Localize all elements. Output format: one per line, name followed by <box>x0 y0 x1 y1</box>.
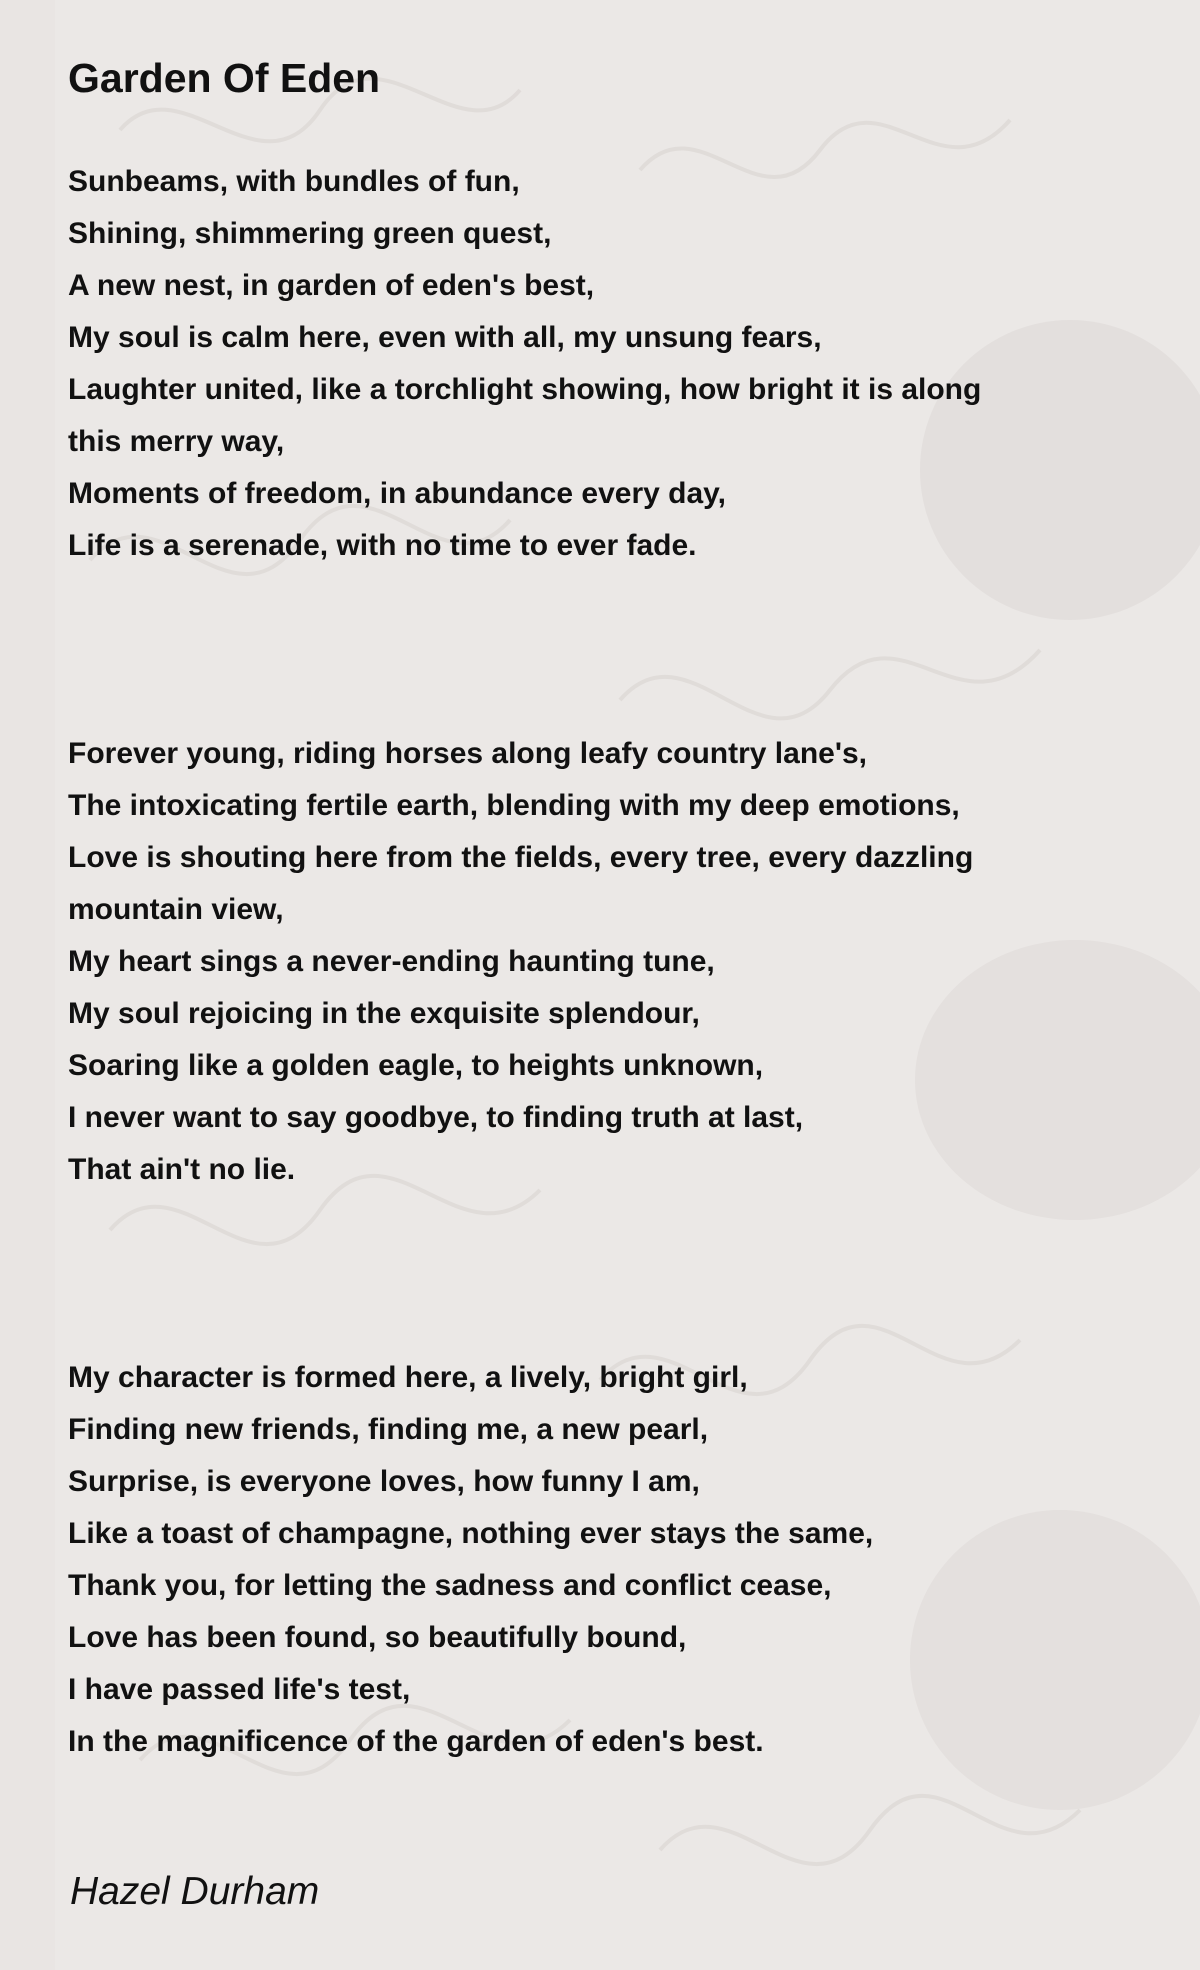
poem-line: Moments of freedom, in abundance every day, <box>68 477 726 510</box>
poem-line: Surprise, is everyone loves, how funny I am, <box>68 1465 700 1498</box>
poem-line: mountain view, <box>68 893 284 926</box>
poem-line: Life is a serenade, with no time to ever fade. <box>68 529 697 562</box>
poem-line: I have passed life's test, <box>68 1673 411 1706</box>
poem-line: The intoxicating fertile earth, blending with my deep emotions, <box>68 789 960 822</box>
poem-line: Shining, shimmering green quest, <box>68 217 552 250</box>
poem-line: Love is shouting here from the fields, every tree, every dazzling <box>68 841 974 874</box>
poem-line: That ain't no lie. <box>68 1153 296 1186</box>
poem <box>68 50 1148 1768</box>
poem-line: I never want to say goodbye, to finding truth at last, <box>68 1101 804 1134</box>
poem-line: Sunbeams, with bundles of fun, <box>68 165 520 198</box>
poem-line: Finding new friends, finding me, a new pearl, <box>68 1413 709 1446</box>
poem-line: Thank you, for letting the sadness and conflict cease, <box>68 1569 832 1602</box>
poem-line: My character is formed here, a lively, bright girl, <box>68 1361 748 1394</box>
poem-line: Soaring like a golden eagle, to heights unknown, <box>68 1049 764 1082</box>
poem-line: My soul rejoicing in the exquisite splendour, <box>68 997 700 1030</box>
poem-line: My soul is calm here, even with all, my unsung fears, <box>68 321 822 354</box>
poem-title: Garden Of Eden <box>68 55 381 101</box>
poem-line: Love has been found, so beautifully bound, <box>68 1621 687 1654</box>
poem-line: this merry way, <box>68 425 285 458</box>
stanza-3 <box>68 1352 1148 1768</box>
poem-author: Hazel Durham <box>70 1870 320 1913</box>
poem-line: Like a toast of champagne, nothing ever stays the same, <box>68 1517 874 1550</box>
poem-line: In the magnificence of the garden of eden's best. <box>68 1725 764 1758</box>
stanza-2 <box>68 728 1148 1196</box>
stanza-1 <box>68 156 1148 572</box>
poem-line: Laughter united, like a torchlight showing, how bright it is along <box>68 373 982 406</box>
poem-line: My heart sings a never-ending haunting tune, <box>68 945 715 978</box>
poem-line: A new nest, in garden of eden's best, <box>68 269 595 302</box>
poem-line: Forever young, riding horses along leafy country lane's, <box>68 737 867 770</box>
